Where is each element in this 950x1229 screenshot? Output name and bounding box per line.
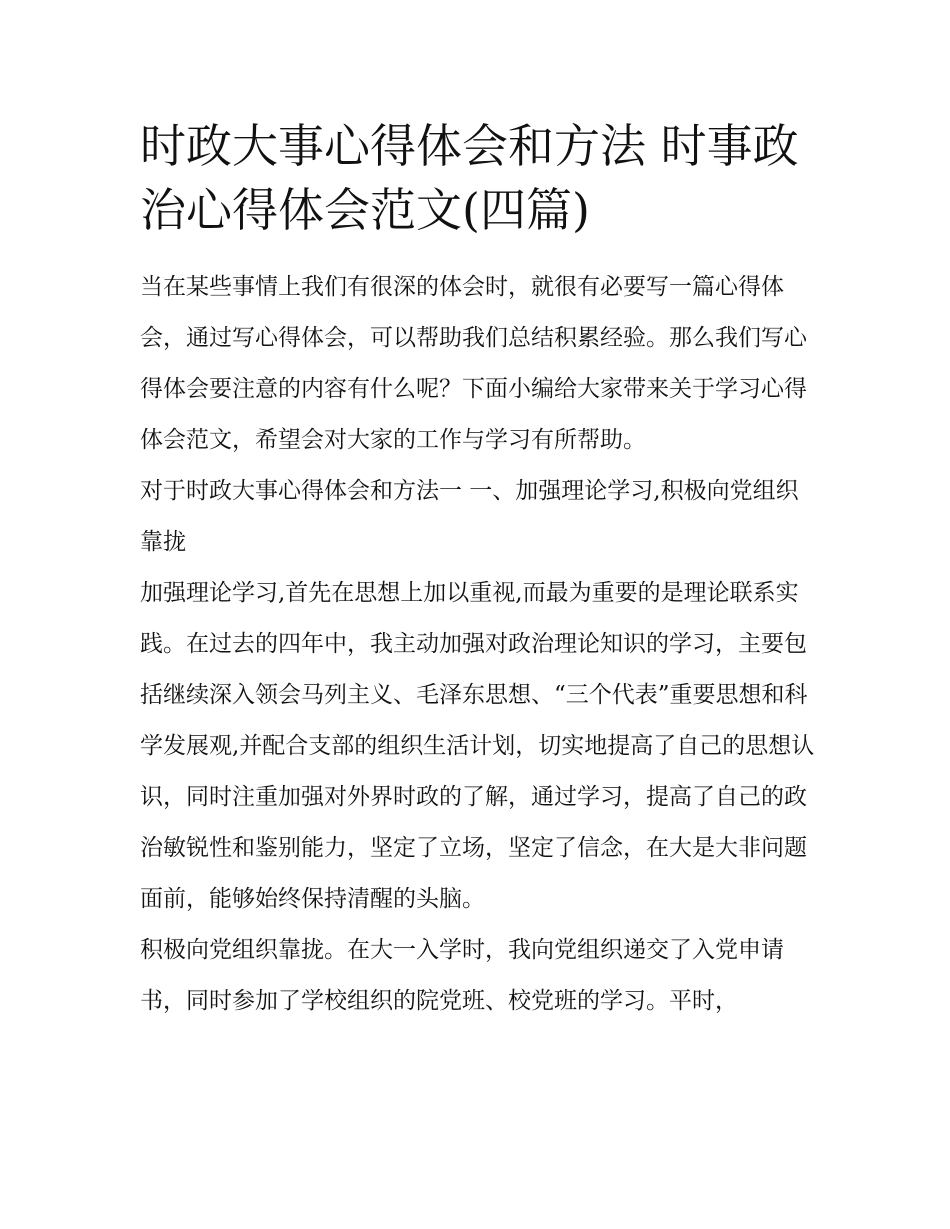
document-title: 时政大事心得体会和方法 时事政治心得体会范文(四篇): [140, 119, 799, 237]
paragraph-intro: 当在某些事情上我们有很深的体会时，就很有必要写一篇心得体会，通过写心得体会，可以帮助我们总结积累经验。那么我们写心得体会要注意的内容有什么呢？下面小编给大家带来关于学习心得体会范文，希望会对大家的工作与学习有所帮助。: [140, 274, 807, 453]
paragraph-theory-study: 加强理论学习,首先在思想上加以重视,而最为重要的是理论联系实践。在过去的四年中，我主动加强对政治理论知识的学习，主要包括继续深入领会马列主义、毛泽东思想、“三个代表”重要思想和科学发展观,并配合支部的组织生活计划，切实地提高了自己的思想认识，同时注重加强对外界时政的了解，通过学习，提高了自己的政治敏锐性和鉴别能力，坚定了立场，坚定了信念，在大是大非问题面前，能够始终保持清醒的头脑。: [140, 580, 815, 912]
document-body: [140, 262, 815, 1027]
paragraph-party-organization: 积极向党组织靠拢。在大一入学时，我向党组织递交了入党申请书，同时参加了学校组织的院党班、校党班的学习。平时，: [140, 937, 784, 1014]
paragraph-section-heading: 对于时政大事心得体会和方法一 一、加强理论学习,积极向党组织靠拢: [140, 478, 799, 555]
document-content: [140, 114, 815, 1027]
